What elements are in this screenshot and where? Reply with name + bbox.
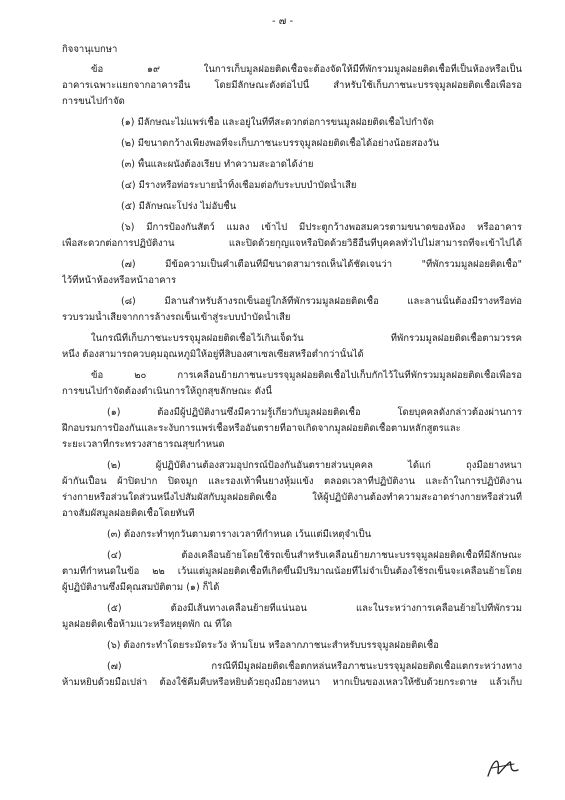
text-line: อาจสัมผัสมูลฝอยติดเชื้อโดยทันที <box>62 508 195 519</box>
text-line: ฝึกอบรมการป้องกันและระงับการแพร่เชื้อหรืออันตรายที่อาจเกิดจากมูลฝอยติดเชื้อตามหลักสูตรและ <box>62 423 461 434</box>
text-line: การขนไปกำจัดต้องดำเนินการให้ถูกสุขลักษณะ ดังนี้ <box>62 386 273 397</box>
text-line: ไว้ที่หน้าห้องหรือหน้าอาคาร <box>62 275 177 286</box>
page-number: - ๗ - <box>271 16 294 27</box>
text-line: (๒) ผู้ปฏิบัติงานต้องสวมอุปกรณ์ป้องกันอันตรายส่วนบุคคล ได้แก่ ถุงมือยางหนา <box>107 460 522 471</box>
text-line: มูลฝอยติดเชื้อห้ามแวะหรือหยุดพัก ณ ที่ใด <box>62 619 233 630</box>
text-line: อาคารเฉพาะแยกจากอาคารอื่น โดยมีลักษณะดังต่อไปนี้ สำหรับใช้เก็บภาชนะบรรจุมูลฝอยติดเชื้อเพื่อรอ <box>62 80 522 91</box>
text-line: การขนไปกำจัด <box>62 96 125 107</box>
signature-mark <box>484 752 524 782</box>
text-line: ข้อ ๒๐ การเคลื่อนย้ายภาชนะบรรจุมูลฝอยติดเชื้อไปเก็บกักไว้ในที่พักรวมมูลฝอยติดเชื้อเพื่อรอ <box>91 370 522 381</box>
text-line: (๗) กรณีที่มีมูลฝอยติดเชื้อตกหล่นหรือภาชนะบรรจุมูลฝอยติดเชื้อแตกระหว่างทาง <box>107 661 522 672</box>
text-line: (๑) ต้องมีผู้ปฏิบัติงานซึ่งมีความรู้เกี่ยวกับมูลฝอยติดเชื้อ โดยบุคคลดังกล่าวต้องผ่านการ <box>107 407 522 418</box>
text-line: (๔) มีรางหรือท่อระบายน้ำทิ้งเชื่อมต่อกับระบบบำบัดน้ำเสีย <box>121 180 357 191</box>
text-line: ระยะเวลาที่กระทรวงสาธารณสุขกำหนด <box>62 439 225 450</box>
document-header: กิจจานุเบกษา <box>62 44 118 55</box>
text-line: (๖) ต้องกระทำโดยระมัดระวัง ห้ามโยน หรือลากภาชนะสำหรับบรรจุมูลฝอยติดเชื้อ <box>107 640 439 651</box>
text-line: ตามที่กำหนดในข้อ ๒๒ เว้นแต่มูลฝอยติดเชื้อที่เกิดขึ้นมีปริมาณน้อยที่ไม่จำเป็นต้องใช้รถเข็นจะเคลื่อนย้ายโดย <box>62 566 522 577</box>
text-line: (๖) มีการป้องกันสัตว์ แมลง เข้าไป มีประตูกว้างพอสมควรตามขนาดของห้อง หรืออาคาร <box>121 222 522 233</box>
text-line: หนึ่ง ต้องสามารถควบคุมอุณหภูมิให้อยู่ที่สิบองศาเซลเซียสหรือต่ำกว่านั้นได้ <box>62 349 364 360</box>
text-line: (๘) มีลานสำหรับล้างรถเข็นอยู่ใกล้ที่พักรวมมูลฝอยติดเชื้อ และลานนั้นต้องมีรางหรือท่อ <box>121 296 522 307</box>
text-line: (๕) มีลักษณะโปร่ง ไม่อับชื้น <box>121 201 237 212</box>
text-line: ผู้ปฏิบัติงานซึ่งมีคุณสมบัติตาม (๑) ก็ได้ <box>62 582 220 593</box>
text-line: (๔) ต้องเคลื่อนย้ายโดยใช้รถเข็นสำหรับเคลื่อนย้ายภาชนะบรรจุมูลฝอยติดเชื้อที่มีลักษณะ <box>107 550 522 561</box>
text-line: ข้อ ๑๙ ในการเก็บมูลฝอยติดเชื้อจะต้องจัดให้มีที่พักรวมมูลฝอยติดเชื้อที่เป็นห้องหรือเป็น <box>91 64 522 75</box>
text-line: ผ้ากันเปื้อน ผ้าปิดปาก ปิดจมูก และรองเท้าพื้นยางหุ้มแข้ง ตลอดเวลาที่ปฏิบัติงาน และถ้าในการปฏิบัติงาน <box>62 476 522 487</box>
text-line: (๒) มีขนาดกว้างเพียงพอที่จะเก็บภาชนะบรรจุมูลฝอยติดเชื้อได้อย่างน้อยสองวัน <box>121 138 440 149</box>
text-line: (๓) ต้องกระทำทุกวันตามตารางเวลาที่กำหนด เว้นแต่มีเหตุจำเป็น <box>107 529 372 540</box>
text-line: ห้ามหยิบด้วยมือเปล่า ต้องใช้คีมคีบหรือหยิบด้วยถุงมือยางหนา หากเป็นของเหลวให้ซับด้วยกระดาษ แล้วเก็บ <box>62 677 522 688</box>
text-line: (๕) ต้องมีเส้นทางเคลื่อนย้ายที่แน่นอน และในระหว่างการเคลื่อนย้ายไปที่พักรวม <box>107 603 522 614</box>
text-line: (๑) มีลักษณะไม่แพร่เชื้อ และอยู่ในที่ที่สะดวกต่อการขนมูลฝอยติดเชื้อไปกำจัด <box>121 117 434 128</box>
text-line: (๓) พื้นและผนังต้องเรียบ ทำความสะอาดได้ง่าย <box>121 159 314 170</box>
text-line: รวบรวมน้ำเสียจากการล้างรถเข็นเข้าสู่ระบบบำบัดน้ำเสีย <box>62 312 291 323</box>
text-line: (๗) มีข้อความเป็นคำเตือนที่มีขนาดสามารถเห็นได้ชัดเจนว่า "ที่พักรวมมูลฝอยติดเชื้อ" <box>121 259 522 270</box>
text-line: เพื่อสะดวกต่อการปฏิบัติงาน และปิดด้วยกุญแจหรือปิดด้วยวิธีอื่นที่บุคคลทั่วไปไม่สามารถที่จะเข้าไปได้ <box>62 238 522 249</box>
text-line: ในกรณีที่เก็บภาชนะบรรจุมูลฝอยติดเชื้อไว้เกินเจ็ดวัน ที่พักรวมมูลฝอยติดเชื้อตามวรรค <box>91 333 522 344</box>
text-line: ร่างกายหรือส่วนใดส่วนหนึ่งไปสัมผัสกับมูลฝอยติดเชื้อ ให้ผู้ปฏิบัติงานต้องทำความสะอาดร่างกายหรือส่วนที่ <box>62 492 522 503</box>
